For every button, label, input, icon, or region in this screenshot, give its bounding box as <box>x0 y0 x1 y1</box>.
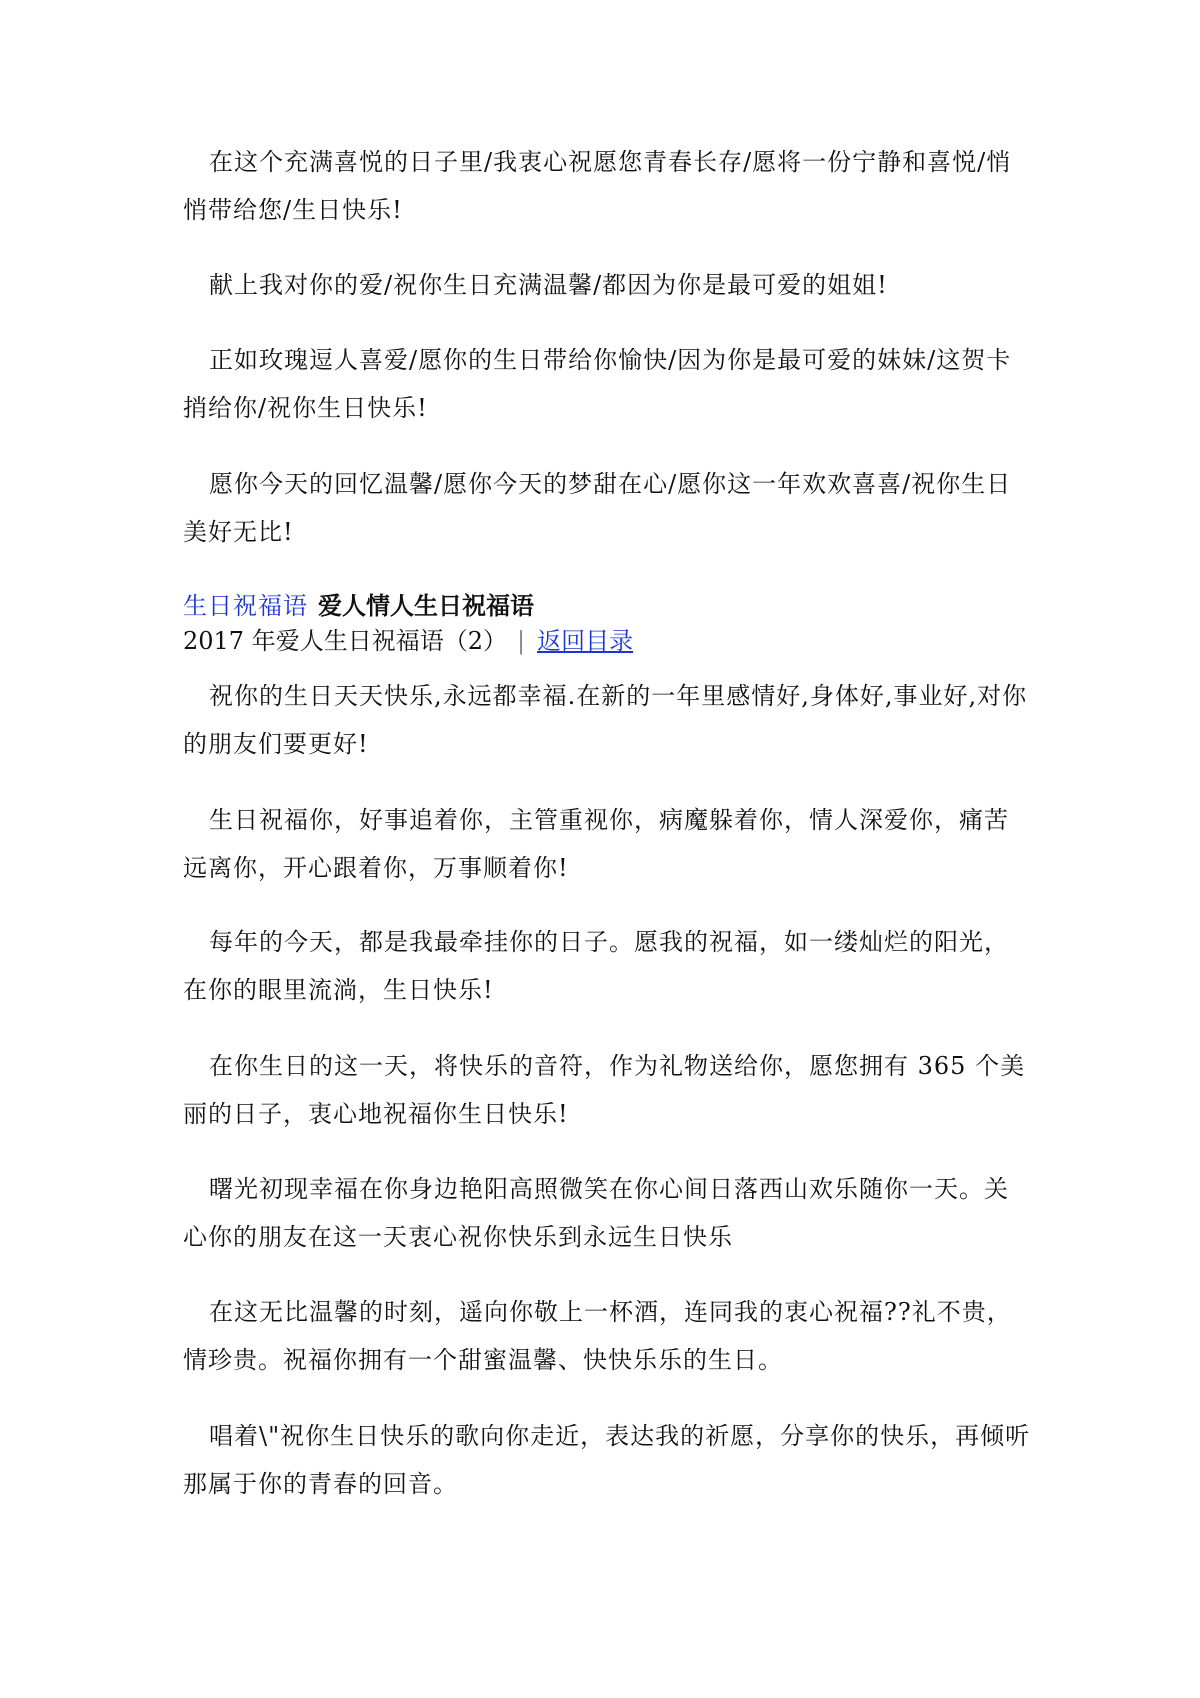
section-title: 爱人情人生日祝福语 <box>318 592 534 620</box>
blessing-paragraph: 唱着\"祝你生日快乐的歌向你走近，表达我的祈愿，分享你的快乐，再倾听那属于你的青春的回音。 <box>183 1422 1031 1498</box>
blessing-paragraph: 祝你的生日天天快乐,永远都幸福.在新的一年里感情好,身体好,事业好,对你的朋友们要更好! <box>183 682 1028 758</box>
blessing-paragraph: 在这无比温馨的时刻，遥向你敬上一杯酒，连同我的衷心祝福??礼不贵，情珍贵。祝福你拥有一个甜蜜温馨、快快乐乐的生日。 <box>183 1298 1012 1374</box>
category-link[interactable]: 生日祝福语 <box>183 592 308 620</box>
section-subtitle-line <box>183 624 633 658</box>
blessing-paragraph: 献上我对你的爱/祝你生日充满温馨/都因为你是最可爱的姐姐! <box>209 271 888 299</box>
blessing-paragraph: 在你生日的这一天，将快乐的音符，作为礼物送给你，愿您拥有 365 个美丽的日子，衷心地祝福你生日快乐! <box>183 1052 1026 1128</box>
blessing-paragraph: 正如玫瑰逗人喜爱/愿你的生日带给你愉快/因为你是最可爱的妹妹/这贺卡捎给你/祝你生日快乐! <box>183 346 1012 422</box>
back-to-contents-link[interactable]: 返回目录 <box>537 627 634 655</box>
blessing-paragraph: 每年的今天，都是我最牵挂你的日子。愿我的祝福，如一缕灿烂的阳光，在你的眼里流淌，生日快乐! <box>183 928 1009 1004</box>
separator: | <box>516 627 526 655</box>
section-subtitle: 2017 年爱人生日祝福语（2） <box>183 627 507 655</box>
section-heading <box>183 590 534 622</box>
blessing-paragraph: 生日祝福你，好事追着你，主管重视你，病魔躲着你，情人深爱你，痛苦远离你，开心跟着你，万事顺着你! <box>183 806 1009 882</box>
blessing-paragraph: 在这个充满喜悦的日子里/我衷心祝愿您青春长存/愿将一份宁静和喜悦/悄悄带给您/生日快乐! <box>183 148 1012 224</box>
blessing-paragraph: 曙光初现幸福在你身边艳阳高照微笑在你心间日落西山欢乐随你一天。关心你的朋友在这一天衷心祝你快乐到永远生日快乐 <box>183 1175 1009 1251</box>
blessing-paragraph: 愿你今天的回忆温馨/愿你今天的梦甜在心/愿你这一年欢欢喜喜/祝你生日美好无比! <box>183 470 1012 546</box>
